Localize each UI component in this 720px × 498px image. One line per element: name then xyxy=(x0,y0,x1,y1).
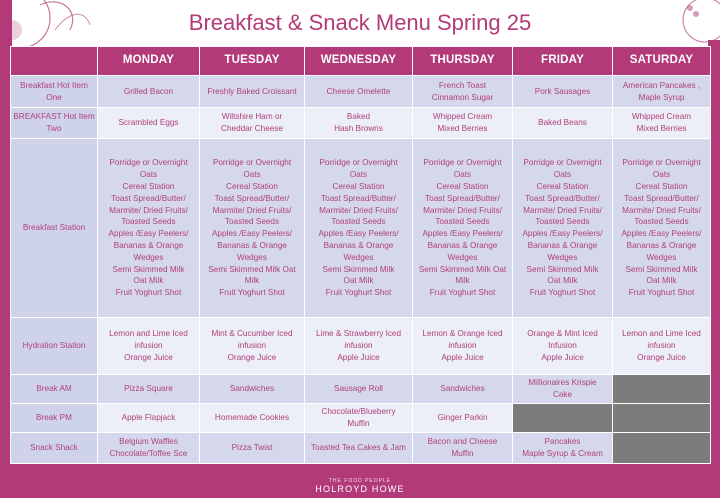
menu-cell: Sausage Roll xyxy=(305,374,413,403)
row-label: Breakfast Station xyxy=(11,139,98,318)
menu-row-hot-item-two xyxy=(11,108,711,139)
menu-cell: Porridge or Overnight Oats Cereal Station Toast Spread/Butter/ Marmite/ Dried Fruits/ Toasted Seeds Apples /Easy Peelers/ Bananas & Orange Wedges Semi Skimmed Milk Oat Milk Fruit Yoghurt Shot xyxy=(513,139,613,318)
menu-cell: Toasted Tea Cakes & Jam xyxy=(305,432,413,463)
menu-row-break-pm xyxy=(11,403,711,432)
day-header: FRIDAY xyxy=(513,47,613,76)
menu-cell: Pork Sausages xyxy=(513,76,613,108)
menu-cell: Mint & Cucumber Iced infusion Orange Juice xyxy=(200,318,305,374)
menu-cell: Whipped Cream Mixed Berries xyxy=(613,108,711,139)
menu-cell: Lemon & Orange Iced infusion Apple Juice xyxy=(413,318,513,374)
menu-row-hot-item-one xyxy=(11,76,711,108)
menu-cell: Apple Flapjack xyxy=(98,403,200,432)
menu-cell: Porridge or Overnight Oats Cereal Station Toast Spread/Butter/ Marmite/ Dried Fruits/ Toasted Seeds Apples /Easy Peelers/ Bananas & Orange Wedges Semi Skimmed Milk Oat Milk Fruit Yoghurt Shot xyxy=(413,139,513,318)
row-label: Break PM xyxy=(11,403,98,432)
menu-cell: Freshly Baked Croissant xyxy=(200,76,305,108)
menu-cell: Lemon and Lime Iced infusion Orange Juice xyxy=(98,318,200,374)
menu-cell: Lime & Strawberry Iced infusion Apple Juice xyxy=(305,318,413,374)
menu-row-snack-shack xyxy=(11,432,711,463)
menu-cell: Whipped Cream Mixed Berries xyxy=(413,108,513,139)
day-header-row xyxy=(11,47,711,76)
empty-cell xyxy=(613,403,711,432)
header-corner xyxy=(11,47,98,76)
menu-cell: Baked Hash Browns xyxy=(305,108,413,139)
menu-cell: Cheese Omelette xyxy=(305,76,413,108)
menu-cell: Homemade Cookies xyxy=(200,403,305,432)
page-title: Breakfast & Snack Menu Spring 25 xyxy=(188,10,532,35)
menu-cell: Porridge or Overnight Oats Cereal Station Toast Spread/Butter/ Marmite/ Dried Fruits/ Toasted Seeds Apples /Easy Peelers/ Bananas & Orange Wedges Semi Skimmed Milk Oat Milk Fruit Yoghurt Shot xyxy=(613,139,711,318)
logo-brand: HOLROYD HOWE xyxy=(315,484,405,494)
menu-cell: Porridge or Overnight Oats Cereal Station Toast Spread/Butter/ Marmite/ Dried Fruits/ Toasted Seeds Apples /Easy Peelers/ Bananas & Orange Wedges Semi Skimmed Milk Oat Milk Fruit Yoghurt Shot xyxy=(98,139,200,318)
menu-cell: Pizza Twist xyxy=(200,432,305,463)
menu-row-breakfast-station xyxy=(11,139,711,318)
menu-cell: Bacon and Cheese Muffin xyxy=(413,432,513,463)
menu-cell: Ginger Parkin xyxy=(413,403,513,432)
menu-cell: Sandwiches xyxy=(200,374,305,403)
menu-cell: Orange & Mint Iced Infusion Apple Juice xyxy=(513,318,613,374)
row-label: Snack Shack xyxy=(11,432,98,463)
menu-row-hydration-station xyxy=(11,318,711,374)
menu-cell: Sandwiches xyxy=(413,374,513,403)
logo-tagline: THE FOOD PEOPLE xyxy=(328,478,392,484)
row-label: Breakfast Hot Item One xyxy=(11,76,98,108)
holroyd-howe-logo xyxy=(0,478,720,494)
menu-cell: Pancakes Maple Syrup & Cream xyxy=(513,432,613,463)
day-header: MONDAY xyxy=(98,47,200,76)
day-header: WEDNESDAY xyxy=(305,47,413,76)
menu-cell: Porridge or Overnight Oats Cereal Station Toast Spread/Butter/ Marmite/ Dried Fruits/ Toasted Seeds Apples /Easy Peelers/ Bananas & Orange Wedges Semi Skimmed Milk Oat Milk Fruit Yoghurt Shot xyxy=(200,139,305,318)
menu-cell: Pizza Square xyxy=(98,374,200,403)
menu-cell: Belgium Waffles Chocolate/Toffee Sce xyxy=(98,432,200,463)
day-header: TUESDAY xyxy=(200,47,305,76)
menu-cell: French Toast Cinnamon Sugar xyxy=(413,76,513,108)
menu-cell: Millionaires Krispie Cake xyxy=(513,374,613,403)
menu-cell: Chocolate/Blueberry Muffin xyxy=(305,403,413,432)
menu-cell: Lemon and Lime Iced infusion Orange Juice xyxy=(613,318,711,374)
menu-table xyxy=(10,46,711,464)
menu-cell: Baked Beans xyxy=(513,108,613,139)
row-label: Break AM xyxy=(11,374,98,403)
empty-cell xyxy=(613,374,711,403)
menu-cell: Porridge or Overnight Oats Cereal Station Toast Spread/Butter/ Marmite/ Dried Fruits/ Toasted Seeds Apples /Easy Peelers/ Bananas & Orange Wedges Semi Skimmed Milk Oat Milk Fruit Yoghurt Shot xyxy=(305,139,413,318)
menu-cell: Grilled Bacon xyxy=(98,76,200,108)
row-label: BREAKFAST Hot Item Two xyxy=(11,108,98,139)
day-header: SATURDAY xyxy=(613,47,711,76)
menu-cell: American Pancakes , Maple Syrup xyxy=(613,76,711,108)
empty-cell xyxy=(513,403,613,432)
menu-cell: Scrambled Eggs xyxy=(98,108,200,139)
day-header: THURSDAY xyxy=(413,47,513,76)
menu-cell: Wiltshire Ham or Cheddar Cheese xyxy=(200,108,305,139)
row-label: Hydration Station xyxy=(11,318,98,374)
menu-row-break-am xyxy=(11,374,711,403)
empty-cell xyxy=(613,432,711,463)
